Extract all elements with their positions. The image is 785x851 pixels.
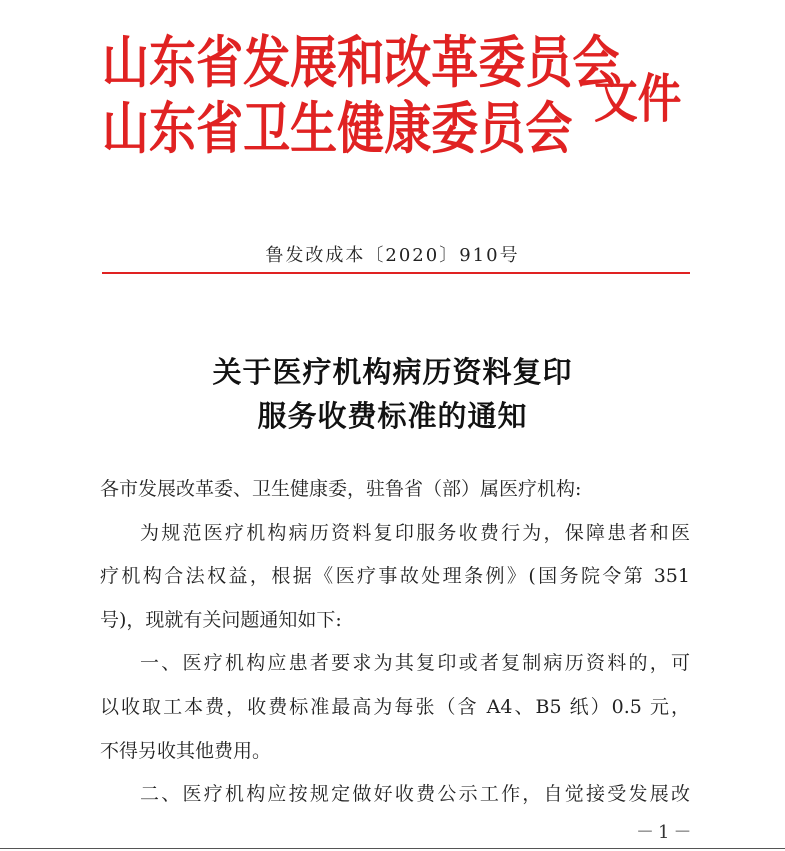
document-body bbox=[100, 468, 690, 817]
paragraph-2-line-2: 以收取工本费，收费标准最高为每张（含 A4、B5 纸）0.5 元， bbox=[100, 695, 690, 718]
red-separator-line bbox=[102, 272, 690, 274]
issuing-org-2: 山东省卫生健康委员会 bbox=[102, 97, 573, 162]
paragraph-2-line-1: 一、医疗机构应患者要求为其复印或者复制病历资料的，可 bbox=[140, 652, 690, 675]
paragraph-1-line-1: 为规范医疗机构病历资料复印服务收费行为，保障患者和医 bbox=[140, 521, 690, 544]
document-number: 鲁发改成本〔2020〕910号 bbox=[265, 245, 520, 266]
paragraph-1-line-2: 疗机构合法权益，根据《医疗事故处理条例》(国务院令第 351 bbox=[100, 565, 690, 588]
page-number: －1－ bbox=[636, 822, 696, 843]
red-header bbox=[102, 28, 702, 178]
document-title-line-2: 服务收费标准的通知 bbox=[257, 399, 528, 433]
document-title-line-1: 关于医疗机构病历资料复印 bbox=[212, 355, 573, 389]
paragraph-1-line-3: 号)，现就有关问题通知如下: bbox=[100, 608, 342, 631]
salutation: 各市发展改革委、卫生健康委，驻鲁省（部）属医疗机构: bbox=[100, 478, 582, 500]
paragraph-3-line-1: 二、医疗机构应按规定做好收费公示工作，自觉接受发展改 bbox=[140, 783, 690, 806]
page-bottom-edge bbox=[0, 848, 785, 849]
issuing-org-1: 山东省发展和改革委员会 bbox=[102, 31, 620, 96]
paragraph-2-line-3: 不得另收其他费用。 bbox=[100, 739, 272, 762]
document-type-label: 文件 bbox=[594, 70, 682, 130]
